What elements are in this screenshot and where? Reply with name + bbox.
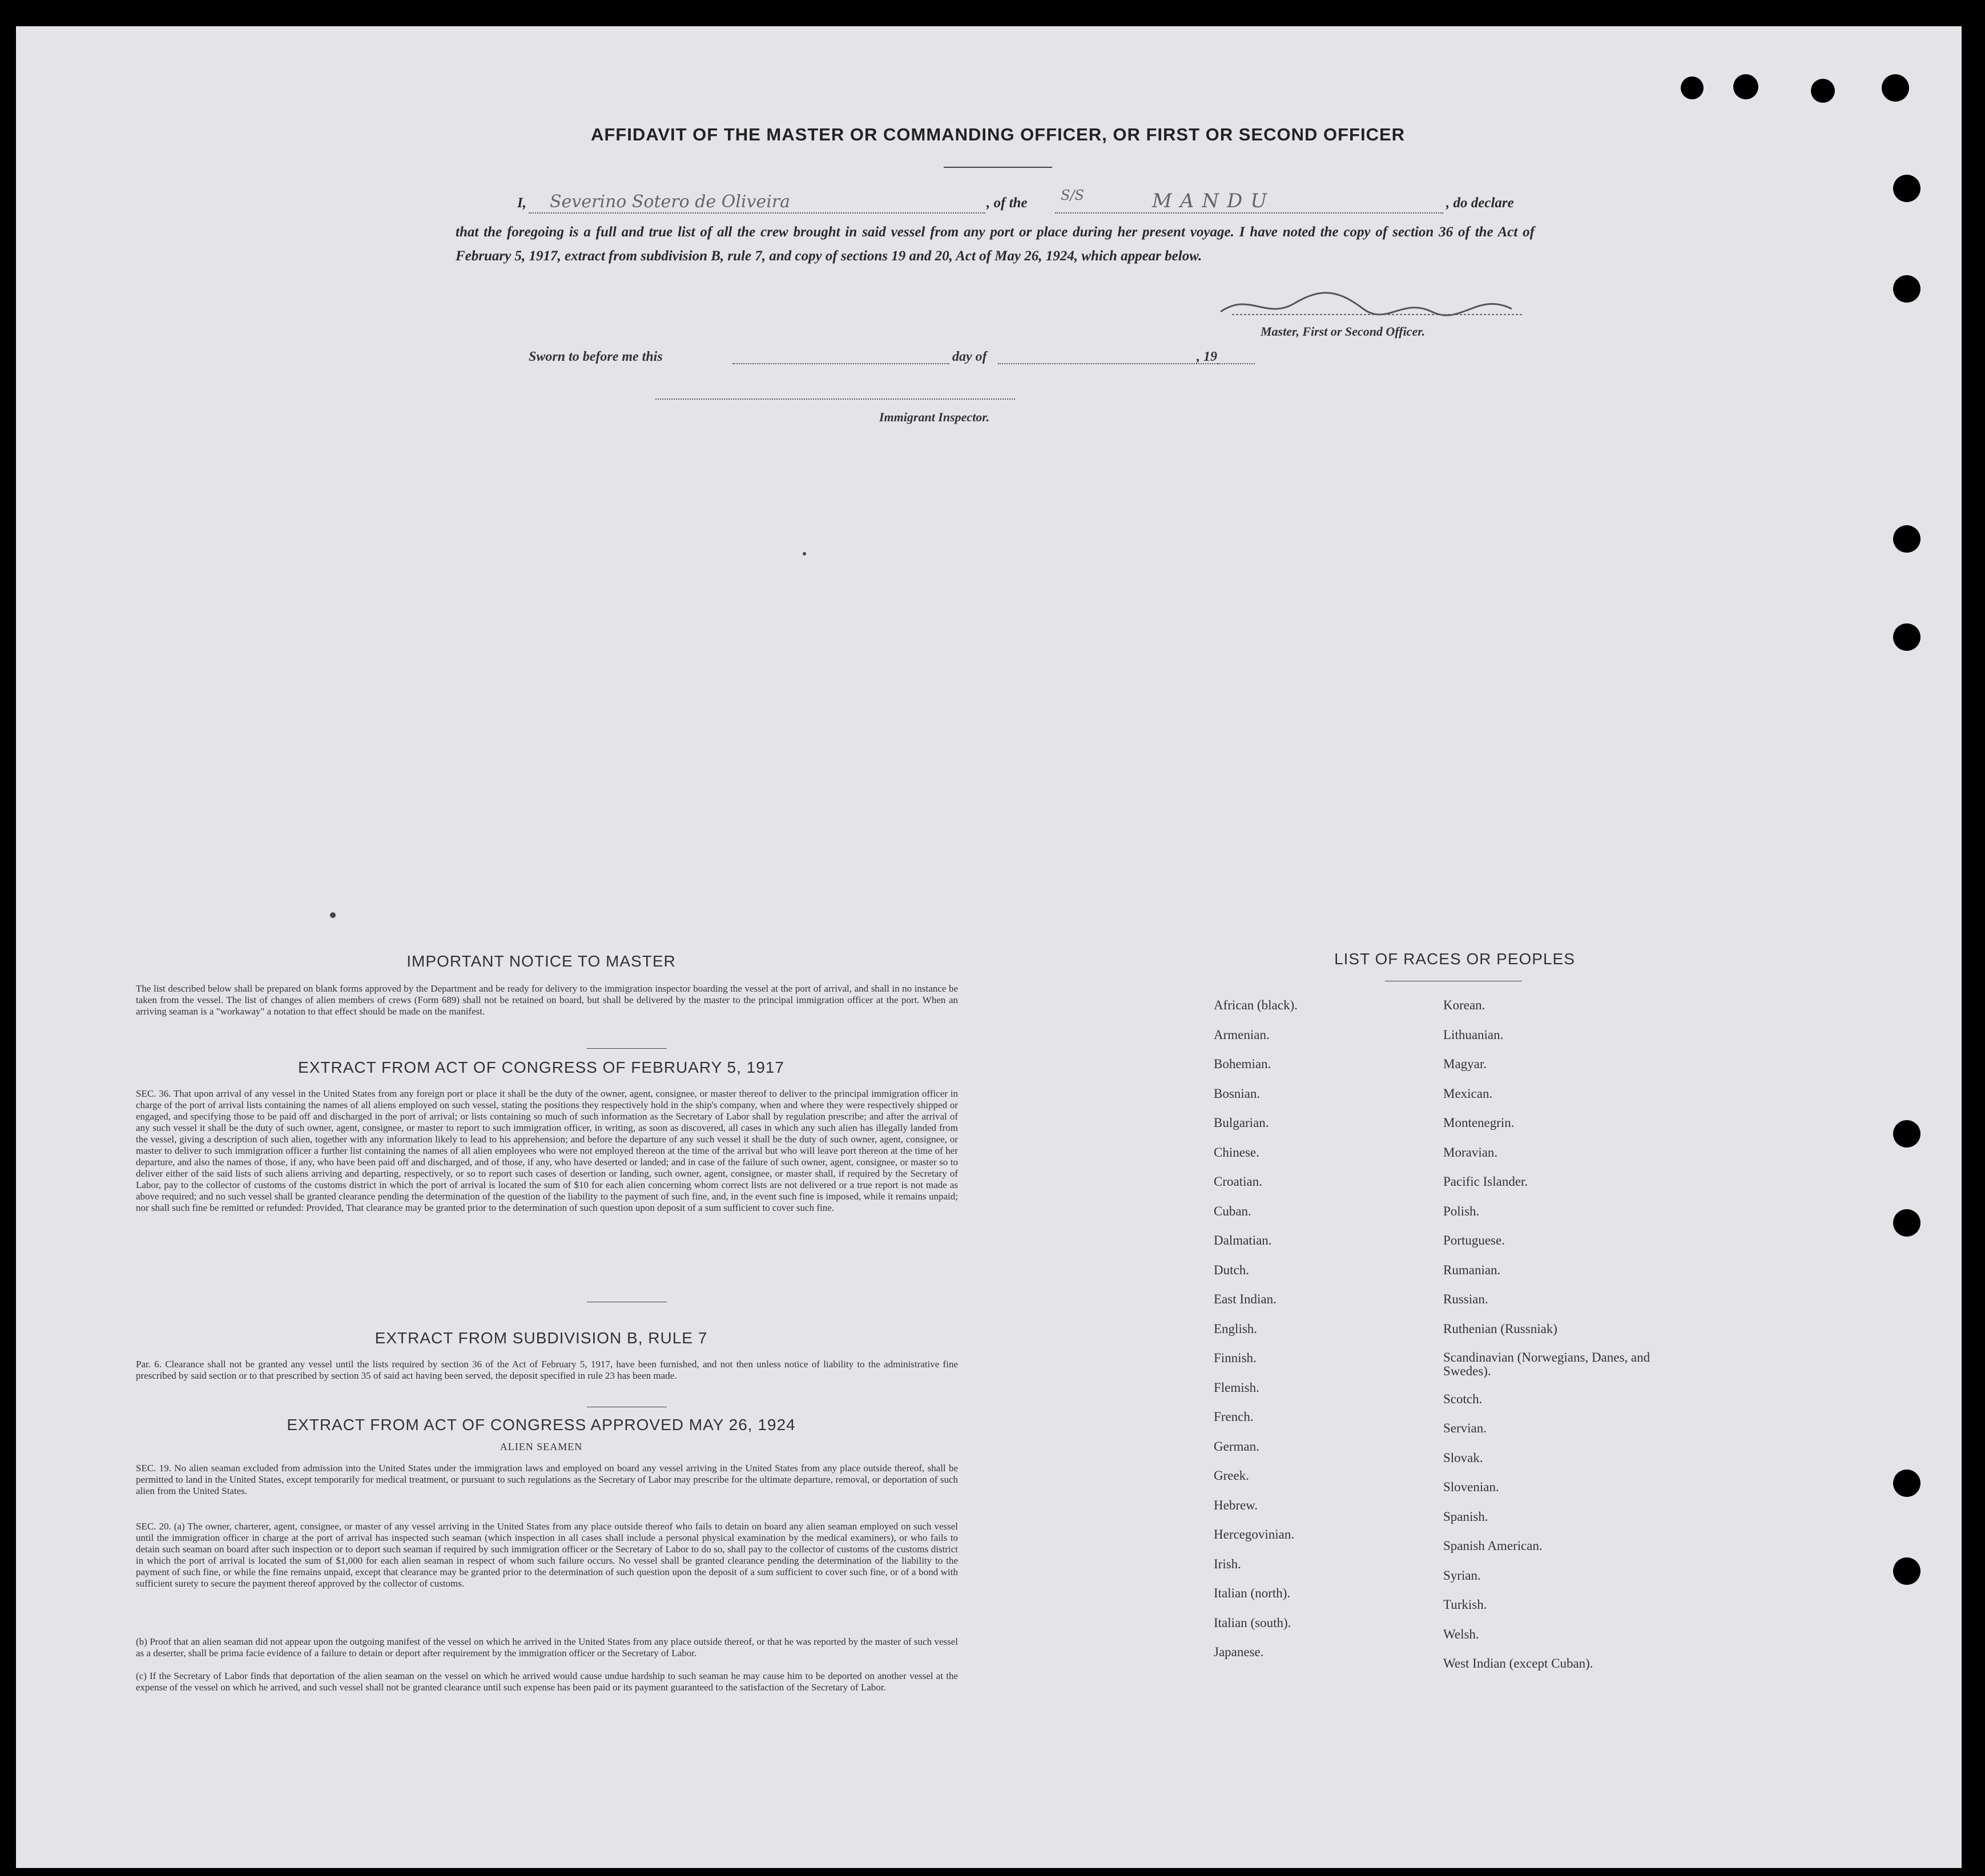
sworn-year-prefix: , 19 xyxy=(1197,349,1217,364)
race-item: Scotch. xyxy=(1443,1391,1483,1406)
race-item: Dutch. xyxy=(1214,1262,1249,1277)
extract-1924-sec19: SEC. 19. No alien seaman excluded from admission into the United States under the immigration laws and employed on board any vessel arriving in the United States from any place outside thereof, shall be permitted to land in the United States, except temporarily for medical treatment, or pursuant to such regulations as the Secretary of Labor may prescribe for the ultimate departure, removal, or deportation of such alien from the United States. xyxy=(136,1463,958,1496)
sworn-day-line xyxy=(732,363,949,364)
race-item: Hercegovinian. xyxy=(1214,1527,1295,1541)
race-item: Rumanian. xyxy=(1443,1262,1501,1277)
race-item: Flemish. xyxy=(1214,1380,1259,1395)
binder-hole xyxy=(1893,1470,1920,1497)
race-item: German. xyxy=(1214,1439,1259,1454)
notice-divider xyxy=(587,1048,667,1049)
race-item: Slovak. xyxy=(1443,1450,1483,1465)
binder-hole xyxy=(1893,275,1920,303)
affidavit-title: AFFIDAVIT OF THE MASTER OR COMMANDING OFFICER, OR FIRST OR SECOND OFFICER xyxy=(590,124,1406,144)
alien-seamen-subtitle: ALIEN SEAMEN xyxy=(500,1441,583,1452)
race-item: Russian. xyxy=(1443,1292,1488,1306)
handwritten-name: Severino Sotero de Oliveira xyxy=(550,192,791,212)
extract-1924-sec20b: (b) Proof that an alien seaman did not appear upon the outgoing manifest of the vessel on which he arrived in the United States from any place outside thereof, or that he was reported by the master of such vessel as a deserter, shall be prima facie evidence of a failure to detain or deport after requirement by the immigration officer or the Secretary of Labor. xyxy=(136,1636,958,1658)
binder-hole xyxy=(1882,74,1909,102)
binder-hole xyxy=(1893,175,1920,202)
races-title: LIST OF RACES OR PEOPLES xyxy=(1334,950,1575,968)
race-item: Cuban. xyxy=(1214,1203,1251,1218)
extract-1917-title: EXTRACT FROM ACT OF CONGRESS OF FEBRUARY 5, 1917 xyxy=(298,1058,784,1076)
race-item: French. xyxy=(1214,1410,1254,1424)
binder-hole xyxy=(1811,79,1835,103)
race-item: Montenegrin. xyxy=(1443,1116,1515,1130)
sworn-month-line xyxy=(998,363,1218,364)
race-item: Moravian. xyxy=(1443,1145,1498,1160)
race-item: Bosnian. xyxy=(1214,1086,1261,1101)
race-item: Lithuanian. xyxy=(1443,1027,1504,1042)
race-item: Servian. xyxy=(1443,1421,1487,1435)
race-item: African (black). xyxy=(1214,998,1298,1012)
inspector-line xyxy=(655,398,1015,400)
race-item: Mexican. xyxy=(1443,1086,1493,1101)
handwritten-vessel-prefix: S/S xyxy=(1061,187,1084,203)
race-item: Armenian. xyxy=(1214,1027,1270,1042)
notice-title: IMPORTANT NOTICE TO MASTER xyxy=(406,952,676,970)
rule7-title: EXTRACT FROM SUBDIVISION B, RULE 7 xyxy=(375,1329,708,1347)
race-item: Finnish. xyxy=(1214,1351,1257,1365)
signature-caption: Master, First or Second Officer. xyxy=(1261,324,1426,339)
declaration-i: I, xyxy=(517,195,526,211)
declaration-text: that the foregoing is a full and true list of all the crew brought in said vessel from any port or place during her present voyage. I have noted the copy of section 36 of the Act of February 5, 1917, extract from subdivision B, rule 7, and copy of sections 19 and 20, Act of May 26, 1924, which appear below. xyxy=(456,224,1535,264)
name-field-line xyxy=(529,212,985,214)
race-item: Italian (north). xyxy=(1214,1586,1291,1600)
speck xyxy=(330,912,336,918)
race-item: Dalmatian. xyxy=(1214,1233,1272,1247)
title-divider xyxy=(944,167,1052,168)
race-item: Syrian. xyxy=(1443,1568,1481,1583)
race-item: Pacific Islander. xyxy=(1443,1174,1528,1189)
binder-hole xyxy=(1893,525,1920,553)
sworn-day-of: day of xyxy=(952,349,987,364)
vessel-field-line xyxy=(1055,212,1443,214)
race-item: Welsh. xyxy=(1443,1627,1479,1641)
race-item: Ruthenian (Russniak) xyxy=(1443,1321,1557,1336)
race-item: Slovenian. xyxy=(1443,1480,1499,1494)
extract-1924-sec20c: (c) If the Secretary of Labor finds that deportation of the alien seaman on the vessel on which he arrived would cause undue hardship to such seaman he may cause him to be deported on another vessel at the expense of the vessel on which he arrived, and such vessel shall not be granted clearance until such expense has been paid or its payment guaranteed to the satisfaction of the Secretary of Labor. xyxy=(136,1670,958,1693)
race-item: Greek. xyxy=(1214,1468,1249,1483)
race-item: Spanish. xyxy=(1443,1509,1488,1524)
handwritten-vessel-name: MANDU xyxy=(1152,190,1275,212)
declaration-do-declare: , do declare xyxy=(1446,195,1514,211)
race-item: Bulgarian. xyxy=(1214,1116,1269,1130)
binder-hole xyxy=(1733,74,1758,99)
race-item: East Indian. xyxy=(1214,1292,1277,1306)
race-item: Scandinavian (Norwegians, Danes, and Swedes). xyxy=(1443,1350,1650,1378)
binder-hole xyxy=(1893,623,1920,651)
race-item: Polish. xyxy=(1443,1203,1480,1218)
race-item: Turkish. xyxy=(1443,1597,1487,1612)
race-item: Croatian. xyxy=(1214,1174,1262,1189)
race-item: Japanese. xyxy=(1214,1645,1264,1659)
extract-1924-sec20a: SEC. 20. (a) The owner, charterer, agent, consignee, or master of any vessel arriving in the United States from any place outside thereof who fails to detain on board any alien seaman employed on such vessel until the immigration officer in charge at the port of arrival has inspected such seaman (which inspection in all cases shall include a personal physical examination by the medical examiners), or who fails to detain such seaman on board after such inspection or to deport such seaman if required by such immigration officer or the Secretary of Labor to do so, shall pay to the collector of customs of the customs district in which the port of arrival is located the sum of $1,000 for each alien seaman in respect of whom such failure occurs. No vessel shall be granted clearance pending the determination of the liability to the payment of such fine, or while the fine remains unpaid, except that clearance may be granted prior to the determination of such question upon the deposit of a sum sufficient to cover such fine, or of a bond with sufficient surety to secure the payment thereof approved by the collector of customs. xyxy=(136,1521,958,1589)
race-item: Magyar. xyxy=(1443,1057,1487,1071)
speck xyxy=(803,552,806,555)
extract-1924-title: EXTRACT FROM ACT OF CONGRESS APPROVED MAY 26, 1924 xyxy=(287,1416,796,1434)
declaration-of-the: , of the xyxy=(987,195,1028,211)
binder-hole xyxy=(1893,1209,1920,1237)
race-item: English. xyxy=(1214,1321,1258,1336)
affidavit-page xyxy=(16,26,1962,1868)
extract-1917-text: SEC. 36. That upon arrival of any vessel in the United States from any foreign port or place it shall be the duty of the owner, agent, consignee, or master thereof to deliver to the principal immigration officer in charge of the port of arrival lists containing the names of all aliens employed on such vessel, stating the positions they respectively hold in the ship's company, when and where they were respectively shipped or engaged, and specifying those to be paid off and discharged in the port of arrival; or lists containing so much of such information as the Secretary of Labor shall by regulation prescribe; and after the arrival of any such vessel it shall be the duty of such owner, agent, consignee, or master to report to such immigration officer, in writing, as soon as discovered, all cases in which any such alien has illegally landed from the vessel, giving a description of such alien, together with any information likely to lead to his apprehension; and before the departure of any such vessel it shall be the duty of such owner, agent, consignee, or master to deliver to such immigration officer a further list containing the names of all alien employees who were not employed thereon at the time of the arrival but who will leave port thereon at the time of her departure, and also the names of those, if any, who have been paid off and discharged, and of those, if any, who have deserted or landed; and in case of the failure of such owner, agent, consignee, or master so to deliver either of the said lists of such aliens arriving and departing, respectively, or so to report such cases of desertion or landing, such owner, agent, consignee, or master shall, if required by the Secretary of Labor, pay to the collector of customs of the customs district in which the port of arrival is located the sum of $10 for each alien concerning whom correct lists are not delivered or a true report is not made as above required; and no such vessel shall be granted clearance pending the determination of the question of the liability to the payment of such fine, and, in the event such fine is imposed, while it remains unpaid; nor shall such fine be remitted or refunded: Provided, That clearance may be granted prior to the determination of such question upon deposit of a sum sufficient to cover such fine. xyxy=(136,1088,958,1213)
binder-hole xyxy=(1681,77,1704,99)
binder-hole xyxy=(1893,1557,1920,1585)
notice-text: The list described below shall be prepared on blank forms approved by the Department and be ready for delivery to the immigration inspector boarding the vessel at the port of arrival, and shall in no instance be taken from the vessel. The list of changes of alien members of crews (Form 689) shall not be retained on board, but shall be delivered by the master to the principal immigration officer at the port. When an arriving seaman is a "workaway" a notation to that effect should be made on the manifest. xyxy=(136,983,958,1017)
sworn-text: Sworn to before me this xyxy=(529,349,663,364)
race-item: Korean. xyxy=(1443,998,1485,1012)
race-item: Spanish American. xyxy=(1443,1539,1543,1553)
master-signature xyxy=(1215,286,1535,326)
inspector-caption: Immigrant Inspector. xyxy=(879,410,990,424)
race-item: Hebrew. xyxy=(1214,1497,1258,1512)
race-item: West Indian (except Cuban). xyxy=(1443,1656,1593,1670)
sworn-year-line xyxy=(1218,363,1255,364)
race-item: Chinese. xyxy=(1214,1145,1259,1160)
binder-hole xyxy=(1893,1120,1920,1148)
race-item: Portuguese. xyxy=(1443,1233,1505,1247)
race-item: Irish. xyxy=(1214,1556,1241,1571)
race-item: Bohemian. xyxy=(1214,1057,1271,1071)
rule7-text: Par. 6. Clearance shall not be granted any vessel until the lists required by section 36 of the Act of February 5, 1917, have been furnished, and not then unless notice of liability to the administrative fine prescribed by said section or to that prescribed by section 35 of said act having been served, the deposit specified in rule 23 has been made. xyxy=(136,1359,958,1381)
race-item: Italian (south). xyxy=(1214,1615,1291,1630)
